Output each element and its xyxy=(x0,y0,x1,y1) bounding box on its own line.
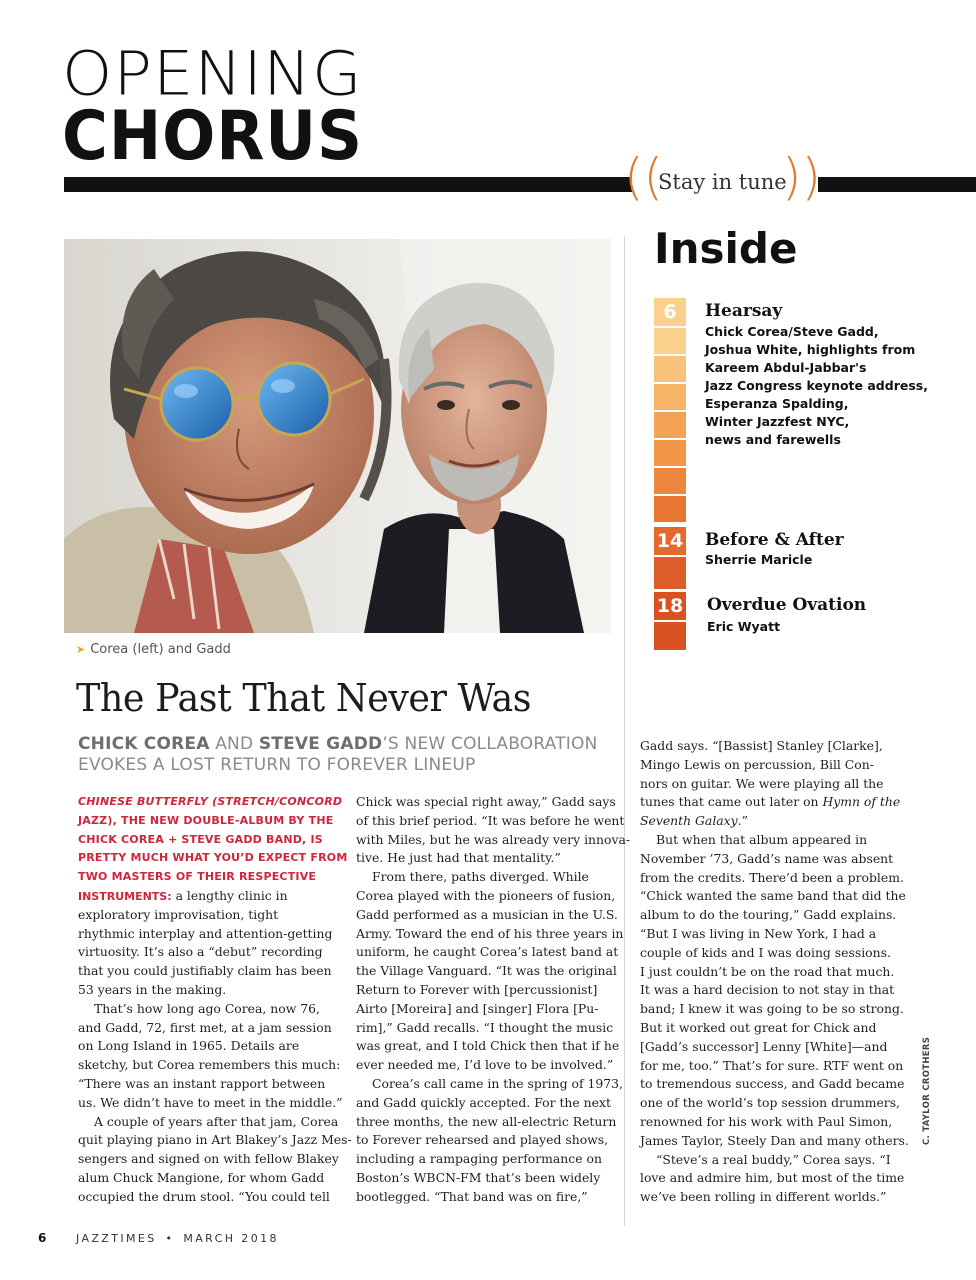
text-line: from the credits. There’d been a problem. xyxy=(640,869,904,885)
cover-photo xyxy=(64,239,611,633)
text-line: and Gadd, 72, first met, at a jam session xyxy=(78,1019,332,1035)
text-line: Boston’s WBCN-FM that’s been widely xyxy=(356,1169,601,1185)
article-column-1 xyxy=(78,793,352,1207)
text-line: on Long Island in 1965. Details are xyxy=(78,1038,300,1054)
text-line: exploratory improvisation, tight xyxy=(78,906,279,922)
inside-bar-segment xyxy=(654,557,686,589)
tagline-close-parens: )) xyxy=(782,148,822,206)
text-line: 53 years in the making. xyxy=(78,981,227,997)
corea-gadd-photo xyxy=(64,239,611,633)
text-line: couple of kids and I was doing sessions. xyxy=(640,944,891,960)
inside-title: Inside xyxy=(654,224,798,273)
text-line: James Taylor, Steely Dan and many others. xyxy=(640,1132,909,1148)
inside-page-number: 14 xyxy=(656,530,684,552)
masthead-chorus: CHORUS xyxy=(62,97,364,176)
footer-issue: MARCH 2018 xyxy=(183,1232,279,1245)
text-line: INSTRUMENTS: a lengthy clinic in xyxy=(78,887,288,903)
lead-in-line: PRETTY MUCH WHAT YOU’D EXPECT FROM xyxy=(78,851,348,865)
text-line: Corea’s call came in the spring of 1973, xyxy=(372,1075,623,1091)
inside-bar-segment xyxy=(654,328,686,354)
text-line: Return to Forever with [percussionist] xyxy=(356,981,598,997)
text-line: the Village Vanguard. “It was the original xyxy=(356,963,617,979)
text-line: bootlegged. “That band was on fire,” xyxy=(356,1188,588,1204)
desc-line: Jazz Congress keynote address, xyxy=(705,378,928,393)
deck-text: EVOKES A LOST RETURN TO FOREVER LINEUP xyxy=(78,755,476,775)
text-line: nors on guitar. We were playing all the xyxy=(640,775,884,791)
text-line: [Gadd’s successor] Lenny [White]—and xyxy=(640,1038,888,1054)
text-line: ever needed me, I’d love to be involved.” xyxy=(356,1057,614,1073)
inside-bar-segment xyxy=(654,496,686,522)
text-line: That’s how long ago Corea, now 76, xyxy=(94,1000,320,1016)
text-line: Gadd performed as a musician in the U.S. xyxy=(356,906,618,922)
masthead-rule-left xyxy=(64,177,632,192)
text-line: and Gadd quickly accepted. For the next xyxy=(356,1094,611,1110)
desc-line: Esperanza Spalding, xyxy=(705,396,849,411)
desc-line: Sherrie Maricle xyxy=(705,552,813,567)
text-line: Army. Toward the end of his three years in xyxy=(356,925,624,941)
text-line: was great, and I told Chick then that if he xyxy=(356,1038,620,1054)
text-line: sengers and signed on with fellow Blakey xyxy=(78,1151,339,1167)
text-line: alum Chuck Mangione, for whom Gadd xyxy=(78,1169,325,1185)
footer-separator: • xyxy=(165,1232,175,1245)
masthead-opening: OPENING xyxy=(62,39,363,110)
desc-line: Joshua White, highlights from xyxy=(705,342,916,357)
tagline-text: Stay in tune xyxy=(658,170,787,194)
text-line: Seventh Galaxy.” xyxy=(640,813,748,829)
text-line: But it worked out great for Chick and xyxy=(640,1019,877,1035)
text-line: But when that album appeared in xyxy=(656,831,868,847)
text-line: including a rampaging performance on xyxy=(356,1151,602,1167)
tagline-open-parens: (( xyxy=(624,148,664,206)
text-line: renowned for his work with Paul Simon, xyxy=(640,1113,893,1129)
text-line: tunes that came out later on Hymn of the xyxy=(640,794,901,810)
desc-line: Kareem Abdul-Jabbar's xyxy=(705,360,867,375)
page-number: 6 xyxy=(38,1231,47,1245)
photo-credit: C. TAYLOR CROTHERS xyxy=(922,1036,932,1145)
article-column-2 xyxy=(356,793,630,1207)
text-line: uniform, he caught Corea’s latest band at xyxy=(356,944,619,960)
masthead-rule-right xyxy=(818,177,976,192)
text-line: we’ve been rolling in different worlds.” xyxy=(640,1189,887,1205)
text-line: for me, too.” That’s for sure. RTF went on xyxy=(640,1057,904,1073)
stay-in-tune-tagline xyxy=(624,148,822,214)
running-footer xyxy=(76,1232,279,1245)
text-line: I just couldn’t be on the road that much. xyxy=(640,963,895,979)
text-line: of this brief period. “It was before he went xyxy=(356,812,625,828)
desc-line: news and farewells xyxy=(705,432,841,447)
text-line: love and admire him, but most of the time xyxy=(640,1170,905,1186)
article-deck xyxy=(78,734,618,776)
text-line: quit playing piano in Art Blakey’s Jazz Mes- xyxy=(78,1132,352,1148)
article-column-3 xyxy=(640,737,909,1207)
text-line: band; I knew it was going to be so strong. xyxy=(640,1001,904,1017)
text-line: virtuosity. It’s also a “debut” recording xyxy=(78,944,323,960)
text-line: “There was an instant rapport between xyxy=(78,1075,326,1091)
text-line: A couple of years after that jam, Corea xyxy=(94,1113,339,1129)
inside-section-title: Overdue Ovation xyxy=(707,595,867,615)
text-line: to Forever rehearsed and played shows, xyxy=(356,1132,609,1148)
desc-line: Winter Jazzfest NYC, xyxy=(705,414,850,429)
text-line: “Steve’s a real buddy,” Corea says. “I xyxy=(656,1151,891,1167)
text-line: Chick was special right away,” Gadd says xyxy=(356,794,616,809)
text-line: “But I was living in New York, I had a xyxy=(640,925,877,941)
text-line: Mingo Lewis on percussion, Bill Con- xyxy=(640,756,874,772)
album-title: Hymn of the xyxy=(822,794,901,810)
desc-line: Chick Corea/Steve Gadd, xyxy=(705,324,879,339)
text-line: one of the world’s top session drummers, xyxy=(640,1095,900,1111)
photo-caption xyxy=(76,642,231,657)
caption-arrow-icon: ➤ xyxy=(76,643,86,656)
inside-section-desc xyxy=(705,551,812,569)
inside-bar-segment xyxy=(654,468,686,494)
lead-in-line: JAZZ), THE NEW DOUBLE-ALBUM BY THE xyxy=(78,813,334,827)
text-line: with Miles, but he was already very innova- xyxy=(356,831,631,847)
deck-and: AND xyxy=(209,734,259,754)
deck-text: ’S NEW COLLABORATION xyxy=(382,734,598,754)
inside-page-number: 18 xyxy=(656,595,684,617)
inside-section-desc xyxy=(707,618,780,636)
deck-name-gadd: STEVE GADD xyxy=(258,734,383,754)
lead-in-line: CHINESE BUTTERFLY (STRETCH/CONCORD xyxy=(78,795,343,808)
text-line: rim],” Gadd recalls. “I thought the music xyxy=(356,1019,614,1035)
text-line: tive. He just had that mentality.” xyxy=(356,850,561,866)
inside-bar-segment xyxy=(654,622,686,650)
text-line: occupied the drum stool. “You could tell xyxy=(78,1188,330,1204)
inside-page-number: 6 xyxy=(663,301,677,323)
inside-section-desc xyxy=(705,323,928,449)
article-headline: The Past That Never Was xyxy=(76,676,531,720)
inside-section-title: Before & After xyxy=(705,530,844,550)
text-line: that you could justifiably claim has been xyxy=(78,963,332,979)
text-line: Airto [Moreira] and [singer] Flora [Pu- xyxy=(356,1000,599,1016)
lead-in-line: TWO MASTERS OF THEIR RESPECTIVE xyxy=(78,870,317,884)
text-line: album to do the touring,” Gadd explains. xyxy=(640,907,897,923)
desc-line: Eric Wyatt xyxy=(707,619,781,634)
caption-text: Corea (left) and Gadd xyxy=(90,642,231,657)
text-line: to tremendous success, and Gadd became xyxy=(640,1076,905,1092)
text-line: Corea played with the pioneers of fusion, xyxy=(356,887,616,903)
text-line: November ’73, Gadd’s name was absent xyxy=(640,850,894,866)
text-line: sketchy, but Corea remembers this much: xyxy=(78,1057,341,1073)
inside-bar-segment xyxy=(654,356,686,382)
text-line: It was a hard decision to not stay in that xyxy=(640,982,895,998)
lead-in-line: CHICK COREA + STEVE GADD BAND, IS xyxy=(78,832,323,846)
inside-bar-segment xyxy=(654,384,686,410)
footer-magazine: JAZZTIMES xyxy=(76,1232,157,1245)
inside-bar-segment xyxy=(654,412,686,438)
deck-name-corea: CHICK COREA xyxy=(78,734,210,754)
album-title: Seventh Galaxy xyxy=(640,813,738,829)
text-line: From there, paths diverged. While xyxy=(372,869,589,885)
inside-bar-segment xyxy=(654,440,686,466)
text-line: Gadd says. “[Bassist] Stanley [Clarke], xyxy=(640,738,883,753)
inside-section-title: Hearsay xyxy=(705,301,783,321)
text-line: us. We didn’t have to meet in the middle.” xyxy=(78,1094,343,1110)
text-line: rhythmic interplay and attention-getting xyxy=(78,925,333,941)
text-line: three months, the new all-electric Return xyxy=(356,1113,617,1129)
text-line: “Chick wanted the same band that did the xyxy=(640,888,906,904)
